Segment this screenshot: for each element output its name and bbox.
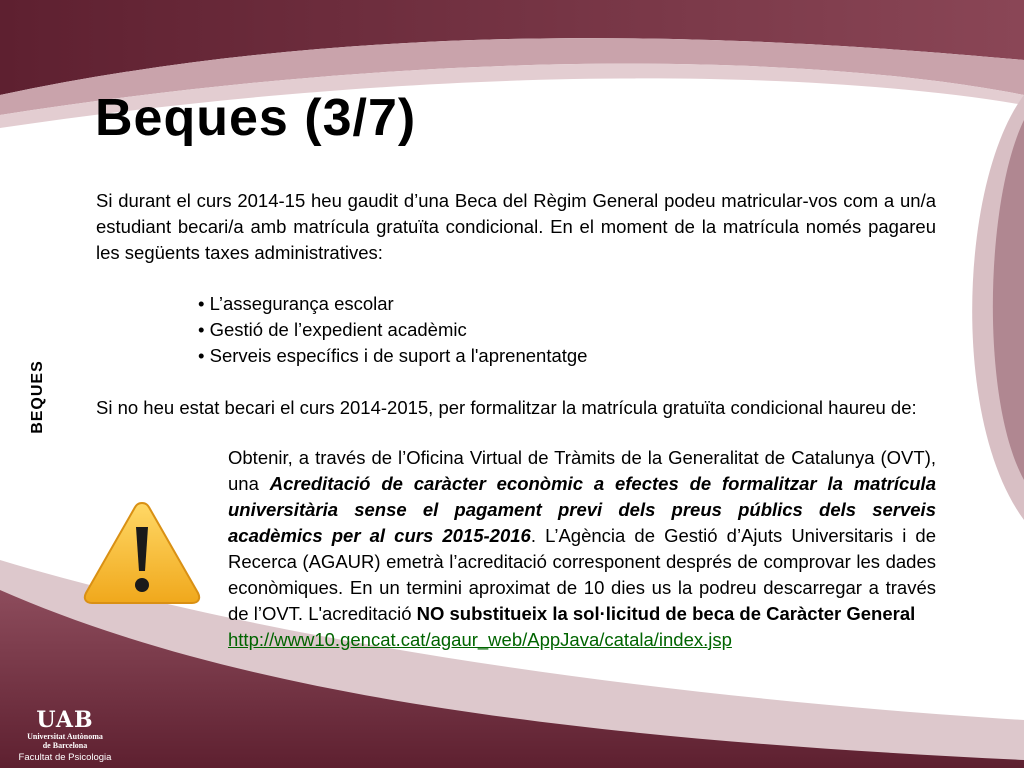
university-name-line-2: de Barcelona [42, 741, 88, 750]
agaur-link[interactable]: http://www10.gencat.cat/agaur_web/AppJava/catala/index.jsp [228, 629, 732, 650]
uab-logo-mark: UAB [36, 707, 94, 733]
university-name-line-1: Universitat Autònoma [27, 732, 103, 741]
accreditation-emphasis: Acreditació de caràcter econòmic a efectes de formalitzar la matrícula universitària sense el pagament previ dels preus públics dels serveis acadèmics per al curs 2015-2016 [228, 473, 936, 546]
intro-paragraph: Si durant el curs 2014-15 heu gaudit d’una Beca del Règim General podeu matricular-vos com a un/a estudiant becari/a amb matrícula gratuïta condicional. En el moment de la matrícula només pagareu les següents taxes administratives: [96, 190, 936, 263]
list-item: • Gestió de l’expedient acadèmic [198, 319, 467, 340]
warning-triangle-icon [78, 497, 206, 609]
fees-list [198, 291, 587, 369]
instructions-text-continued: . L’Agència de Gestió d’Ajuts Universitaris i de Recerca (AGAUR) emetrà l’acreditació corresponent després de comprovar les dades econòmiques. En un termini aproximat de 10 dies us la podreu descarregar a través de l’OVT. L'acreditació [228, 525, 936, 624]
faculty-name: Facultat de Psicologia [18, 752, 112, 763]
instructions-text: Obtenir, a través de l’Oficina Virtual de Tràmits de la Generalitat de Catalunya (OVT), una [228, 447, 936, 494]
section-side-label: BEQUES [29, 360, 46, 434]
instructions-paragraph [228, 445, 936, 653]
not-substitute-notice: NO substitueix la sol·licitud de beca de Caràcter General [416, 603, 916, 624]
uab-logo [10, 708, 120, 766]
page-title: Beques (3/7) [95, 89, 417, 147]
list-item: • L’assegurança escolar [198, 293, 394, 314]
list-item: • Serveis específics i de suport a l'aprenentatge [198, 345, 588, 366]
condition-paragraph: Si no heu estat becari el curs 2014-2015, per formalitzar la matrícula gratuïta condicional haureu de: [96, 397, 917, 418]
